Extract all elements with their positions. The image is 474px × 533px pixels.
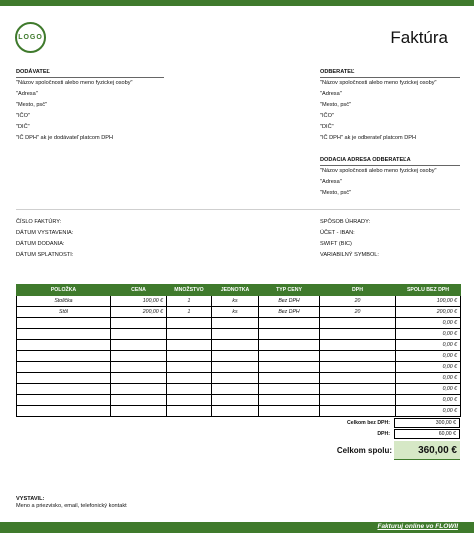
table-cell: Bez DPH xyxy=(259,307,320,318)
table-cell xyxy=(111,373,167,384)
section-divider xyxy=(16,209,460,210)
table-cell xyxy=(212,318,259,329)
table-row xyxy=(17,318,461,329)
issuer-text: Meno a priezvisko, email, telefonický kontakt xyxy=(16,503,127,509)
table-cell: 0,00 € xyxy=(396,384,461,395)
delivery-heading: DODACIA ADRESA ODBERATEĽA xyxy=(320,157,411,163)
table-row xyxy=(17,384,461,395)
table-cell xyxy=(167,340,212,351)
table-cell: 0,00 € xyxy=(396,395,461,406)
table-row xyxy=(17,362,461,373)
table-cell xyxy=(320,406,396,417)
table-cell: 0,00 € xyxy=(396,329,461,340)
table-cell xyxy=(212,384,259,395)
table-cell: 0,00 € xyxy=(396,406,461,417)
table-cell: 200,00 € xyxy=(396,307,461,318)
table-cell: 1 xyxy=(167,307,212,318)
table-cell: 0,00 € xyxy=(396,362,461,373)
table-cell xyxy=(259,318,320,329)
column-header: CENA xyxy=(111,285,167,296)
table-cell: 1 xyxy=(167,296,212,307)
customer-line: "Názov spoločnosti alebo meno fyzickej osoby" xyxy=(320,80,437,86)
table-cell xyxy=(212,329,259,340)
table-cell xyxy=(320,318,396,329)
table-cell xyxy=(167,384,212,395)
page-title: Faktúra xyxy=(390,28,448,47)
table-cell xyxy=(212,373,259,384)
table-cell xyxy=(111,384,167,395)
table-cell xyxy=(17,395,111,406)
customer-line: "IČ DPH" ak je odberateľ platcom DPH xyxy=(320,135,417,141)
supplier-heading: DODÁVATEĽ xyxy=(16,69,50,75)
table-cell xyxy=(17,406,111,417)
delivery-line: "Adresa" xyxy=(320,179,342,185)
table-cell: 200,00 € xyxy=(111,307,167,318)
table-cell xyxy=(212,362,259,373)
table-cell xyxy=(111,318,167,329)
iban-label: ÚČET - IBAN: xyxy=(320,230,355,236)
table-cell xyxy=(17,318,111,329)
vat-total-label: DPH: xyxy=(377,431,390,437)
table-cell xyxy=(320,373,396,384)
customer-heading: ODBERATEĽ xyxy=(320,69,355,75)
table-cell xyxy=(259,384,320,395)
table-cell: 0,00 € xyxy=(396,351,461,362)
issuer-heading: VYSTAVIL: xyxy=(16,496,45,502)
table-cell xyxy=(111,406,167,417)
table-cell xyxy=(167,362,212,373)
table-cell xyxy=(259,351,320,362)
table-cell xyxy=(17,329,111,340)
customer-line: "DIČ" xyxy=(320,124,334,130)
grand-total-label: Celkom spolu: xyxy=(336,446,392,455)
table-cell xyxy=(320,384,396,395)
supplier-line: "Názov spoločnosti alebo meno fyzickej osoby" xyxy=(16,80,133,86)
column-header: JEDNOTKA xyxy=(212,285,259,296)
table-cell xyxy=(212,340,259,351)
supplier-line: "DIČ" xyxy=(16,124,30,130)
table-cell: 20 xyxy=(320,296,396,307)
table-cell xyxy=(17,362,111,373)
table-row xyxy=(17,296,461,307)
table-cell: ks xyxy=(212,307,259,318)
table-cell: 0,00 € xyxy=(396,340,461,351)
table-cell xyxy=(111,395,167,406)
column-header: SPOLU BEZ DPH xyxy=(396,285,461,296)
table-cell: Bez DPH xyxy=(259,296,320,307)
due-date-label: DÁTUM SPLATNOSTI: xyxy=(16,252,74,258)
table-cell xyxy=(17,384,111,395)
table-cell xyxy=(320,395,396,406)
column-header: TYP CENY xyxy=(259,285,320,296)
variable-symbol-label: VARIABILNÝ SYMBOL: xyxy=(320,252,379,258)
swift-label: SWIFT (BIC) xyxy=(320,241,352,247)
table-cell xyxy=(17,373,111,384)
table-cell xyxy=(167,351,212,362)
customer-line: "Adresa" xyxy=(320,91,342,97)
table-row xyxy=(17,307,461,318)
table-row xyxy=(17,340,461,351)
table-cell xyxy=(259,362,320,373)
delivery-line: "Názov spoločnosti alebo meno fyzickej osoby" xyxy=(320,168,437,174)
table-header-row xyxy=(17,285,461,296)
table-cell xyxy=(111,362,167,373)
table-cell xyxy=(320,340,396,351)
customer-line: "Mesto, psč" xyxy=(320,102,352,108)
table-cell xyxy=(111,340,167,351)
table-cell xyxy=(17,351,111,362)
table-cell xyxy=(320,362,396,373)
column-header: POLOŽKA xyxy=(17,285,111,296)
table-cell: 0,00 € xyxy=(396,318,461,329)
net-total-label: Celkom bez DPH: xyxy=(347,420,390,426)
logo-text: LOGO xyxy=(18,34,43,41)
table-cell: 100,00 € xyxy=(396,296,461,307)
column-header: DPH xyxy=(320,285,396,296)
table-cell xyxy=(212,406,259,417)
table-cell xyxy=(167,373,212,384)
issue-date-label: DÁTUM VYSTAVENIA: xyxy=(16,230,74,236)
table-row xyxy=(17,395,461,406)
table-cell: Stolička xyxy=(17,296,111,307)
column-header: MNOŽSTVO xyxy=(167,285,212,296)
invoice-number-label: ČÍSLO FAKTÚRY: xyxy=(16,219,62,225)
net-total-value: 300,00 € xyxy=(394,418,460,428)
table-cell xyxy=(320,329,396,340)
table-cell xyxy=(167,406,212,417)
table-row xyxy=(17,351,461,362)
table-cell xyxy=(259,329,320,340)
table-cell xyxy=(167,318,212,329)
table-cell xyxy=(167,329,212,340)
table-cell xyxy=(259,340,320,351)
top-accent-bar xyxy=(0,0,474,6)
table-cell xyxy=(259,395,320,406)
customer-line: "IČO" xyxy=(320,113,334,119)
table-cell xyxy=(259,373,320,384)
table-row xyxy=(17,329,461,340)
grand-total-value: 360,00 € xyxy=(394,441,460,460)
table-cell xyxy=(259,406,320,417)
table-row xyxy=(17,373,461,384)
table-cell xyxy=(320,351,396,362)
supplier-line: "Mesto, psč" xyxy=(16,102,48,108)
logo xyxy=(15,22,46,53)
table-cell xyxy=(17,340,111,351)
table-cell: 0,00 € xyxy=(396,373,461,384)
table-cell xyxy=(111,329,167,340)
table-cell xyxy=(111,351,167,362)
supplier-line: "Adresa" xyxy=(16,91,38,97)
flowii-link[interactable]: Fakturuj online vo FLOWII xyxy=(377,523,458,530)
table-cell xyxy=(167,395,212,406)
payment-method-label: SPÔSOB ÚHRADY: xyxy=(320,219,371,225)
table-cell: 100,00 € xyxy=(111,296,167,307)
delivery-line: "Mesto, psč" xyxy=(320,190,352,196)
delivery-date-label: DÁTUM DODANIA: xyxy=(16,241,65,247)
table-cell: 20 xyxy=(320,307,396,318)
table-row xyxy=(17,406,461,417)
items-table xyxy=(16,284,461,417)
supplier-line: "IČ DPH" ak je dodávateľ platcom DPH xyxy=(16,135,114,141)
vat-total-value: 60,00 € xyxy=(394,429,460,439)
table-cell xyxy=(212,351,259,362)
table-cell xyxy=(212,395,259,406)
supplier-line: "IČO" xyxy=(16,113,30,119)
table-cell: Stôl xyxy=(17,307,111,318)
table-cell: ks xyxy=(212,296,259,307)
